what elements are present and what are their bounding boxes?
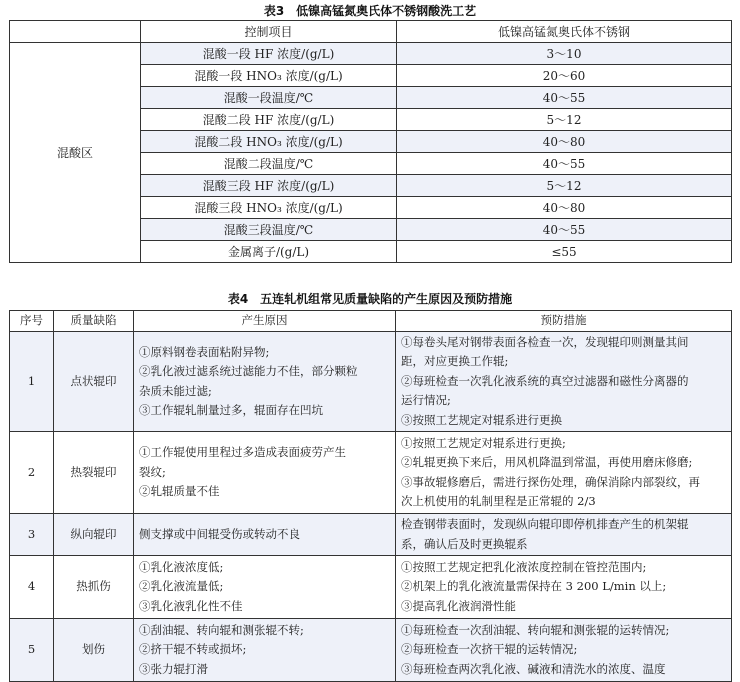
table4-header-no: 序号 <box>10 311 54 332</box>
cause-line: ③张力辊打滑 <box>139 661 208 676</box>
table-row <box>10 619 732 682</box>
prevention-line: ②机架上的乳化液流量需保持在 3 200 L/min 以上; <box>401 579 667 594</box>
cause-cell <box>134 514 396 556</box>
table3-empty-header <box>10 21 141 43</box>
prevention-line: 检查钢带表面时，发现纵向辊印即停机排查产生的机架辊 <box>401 517 689 531</box>
table4-header-row <box>10 311 732 332</box>
prevention-line: ③按照工艺规定对辊系进行更换 <box>401 412 562 427</box>
table3-value: 40～55 <box>397 153 732 175</box>
table3-value: 3～10 <box>397 43 732 65</box>
table3-item: 混酸一段 HNO₃ 浓度/(g/L) <box>141 65 397 87</box>
table3-header-item: 控制项目 <box>141 21 397 43</box>
table4-header-prevention: 预防措施 <box>396 311 732 332</box>
table3-item: 混酸一段温度/℃ <box>141 87 397 109</box>
cause-line: ②轧辊质量不佳 <box>139 484 220 499</box>
cause-line: 侧支撑或中间辊受伤或转动不良 <box>139 526 300 541</box>
prevention-cell <box>396 514 732 556</box>
table-row <box>10 556 732 619</box>
table4 <box>9 310 732 682</box>
cause-cell <box>134 619 396 682</box>
prevention-line: 距，对应更换工作辊; <box>401 354 509 369</box>
cause-line: ①刮油辊、转向辊和测张辊不转; <box>139 622 304 637</box>
prevention-cell <box>396 432 732 514</box>
cause-line: 裂纹; <box>139 464 166 479</box>
table3-item: 混酸二段温度/℃ <box>141 153 397 175</box>
row-number: 3 <box>10 514 54 556</box>
cause-line: ①原料钢卷表面粘附异物; <box>139 344 270 359</box>
prevention-line: ③每班检查两次乳化液、碱液和清洗水的浓度、温度 <box>401 661 666 676</box>
defect-name: 热裂辊印 <box>54 432 134 514</box>
table3-value: 5～12 <box>397 109 732 131</box>
row-number: 1 <box>10 332 54 432</box>
prevention-line: ①按照工艺规定对辊系进行更换; <box>401 435 566 450</box>
cause-line: 杂质未能过滤; <box>139 383 212 398</box>
table3-value: 40～55 <box>397 219 732 241</box>
table3-header-value: 低镍高锰氮奥氏体不锈钢 <box>397 21 732 43</box>
prevention-line: ①按照工艺规定把乳化液浓度控制在管控范围内; <box>401 559 647 574</box>
table-row <box>10 43 732 65</box>
table3-item: 混酸三段 HF 浓度/(g/L) <box>141 175 397 197</box>
prevention-cell <box>396 619 732 682</box>
prevention-cell <box>396 332 732 432</box>
table4-header-defect: 质量缺陷 <box>54 311 134 332</box>
prevention-line: 运行情况; <box>401 393 451 408</box>
table3-value: 5～12 <box>397 175 732 197</box>
prevention-line: ②轧辊更换下来后，用风机降温到常温，再使用磨床修磨; <box>401 455 693 469</box>
prevention-cell <box>396 556 732 619</box>
cause-cell <box>134 332 396 432</box>
defect-name: 点状辊印 <box>54 332 134 432</box>
row-number: 2 <box>10 432 54 514</box>
defect-name: 热抓伤 <box>54 556 134 619</box>
table3-group-label: 混酸区 <box>10 43 141 263</box>
table3-item: 混酸二段 HF 浓度/(g/L) <box>141 109 397 131</box>
prevention-line: ①每班检查一次刮油辊、转向辊和测张辊的运转情况; <box>401 622 670 637</box>
table3-value: 40～80 <box>397 131 732 153</box>
cause-line: ①工作辊使用里程过多造成表面疲劳产生 <box>139 445 346 460</box>
prevention-line: ③提高乳化液润滑性能 <box>401 598 516 613</box>
defect-name: 纵向辊印 <box>54 514 134 556</box>
prevention-line: ③事故辊修磨后，需进行探伤处理，确保消除内部裂纹，再 <box>401 474 700 489</box>
cause-line: ②乳化液流量低; <box>139 579 224 594</box>
table3-item: 金属离子/(g/L) <box>141 241 397 263</box>
table3-value: 40～55 <box>397 87 732 109</box>
table3-item: 混酸三段温度/℃ <box>141 219 397 241</box>
table3-header-row <box>10 21 732 43</box>
table3-value: ≤55 <box>397 241 732 263</box>
prevention-line: 次上机使用的轧制里程是正常辊的 2/3 <box>401 494 596 508</box>
table4-caption: 表4 五连轧机组常见质量缺陷的产生原因及预防措施 <box>227 292 513 306</box>
table-row <box>10 332 732 432</box>
row-number: 4 <box>10 556 54 619</box>
defect-name: 划伤 <box>54 619 134 682</box>
cause-line: ②乳化液过滤系统过滤能力不佳，部分颗粒 <box>139 364 358 378</box>
table-row <box>10 514 732 556</box>
prevention-line: 系，确认后及时更换辊系 <box>401 536 528 551</box>
table3 <box>9 20 732 263</box>
prevention-line: ①每卷头尾对钢带表面各检查一次，发现辊印则测量其间 <box>401 334 689 349</box>
cause-cell <box>134 432 396 514</box>
table3-caption: 表3 低镍高锰氮奥氏体不锈钢酸洗工艺 <box>263 4 477 18</box>
table3-value: 20～60 <box>397 65 732 87</box>
cause-cell <box>134 556 396 619</box>
table3-item: 混酸二段 HNO₃ 浓度/(g/L) <box>141 131 397 153</box>
table3-value: 40～80 <box>397 197 732 219</box>
cause-line: ②挤干辊不转或损坏; <box>139 642 247 657</box>
cause-line: ③乳化液乳化性不佳 <box>139 598 243 613</box>
table3-item: 混酸一段 HF 浓度/(g/L) <box>141 43 397 65</box>
table-row <box>10 432 732 514</box>
cause-line: ③工作辊轧制量过多，辊面存在凹坑 <box>139 403 323 417</box>
prevention-line: ②每班检查一次乳化液系统的真空过滤器和磁性分离器的 <box>401 373 689 388</box>
table3-item: 混酸三段 HNO₃ 浓度/(g/L) <box>141 197 397 219</box>
prevention-line: ②每班检查一次挤干辊的运转情况; <box>401 642 578 657</box>
cause-line: ①乳化液浓度低; <box>139 559 224 574</box>
row-number: 5 <box>10 619 54 682</box>
table4-header-cause: 产生原因 <box>134 311 396 332</box>
